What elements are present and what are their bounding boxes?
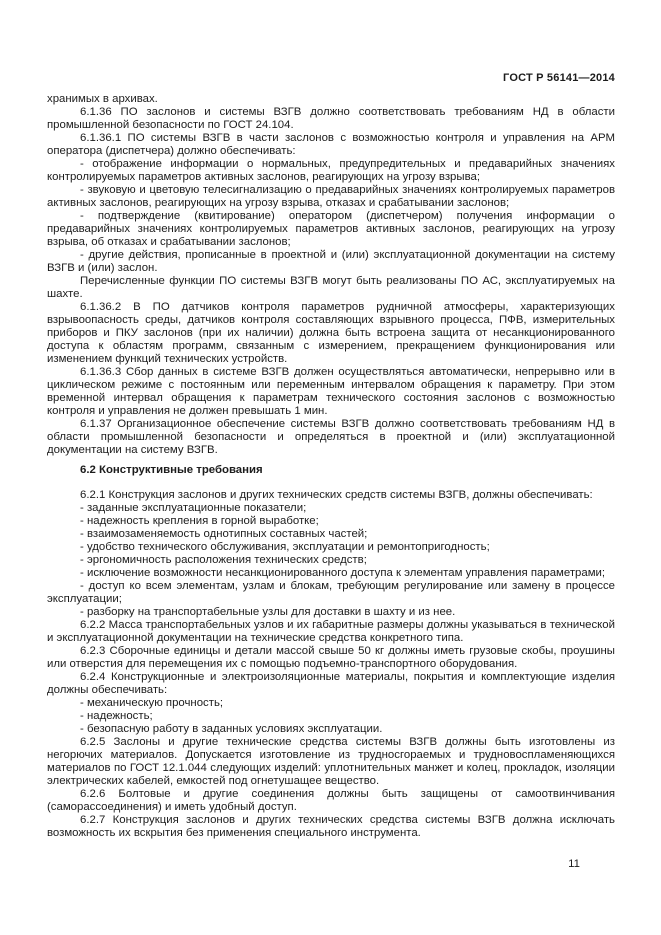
paragraph: 6.2.6 Болтовые и другие соединения должны быть защищены от самоотвинчивания (саморассоединения) и иметь удобный доступ.	[47, 788, 615, 813]
paragraph: 6.2.1 Конструкция заслонов и других технических средств системы ВЗГВ, должны обеспечивать:	[80, 489, 593, 501]
list-item: - разборку на транспортабельные узлы для доставки в шахту и из нее.	[80, 606, 456, 618]
list-item: - надежность крепления в горной выработке;	[80, 515, 319, 527]
paragraph: 6.2.2 Масса транспортабельных узлов и их габаритные размеры должны указываться в технической и эксплуатационной документации на технические средства конкретного типа.	[47, 619, 615, 644]
list-item: - доступ ко всем элементам, узлам и блокам, требующим регулирование или замену в процессе эксплуатации;	[47, 580, 615, 605]
paragraph: 6.2.4 Конструкционные и электроизоляционные материалы, покрытия и комплектующие изделия должны обеспечивать:	[47, 671, 615, 696]
list-item: - взаимозаменяемость однотипных составных частей;	[80, 528, 368, 540]
page-number: 11	[568, 858, 580, 870]
paragraph: 6.1.36.2 В ПО датчиков контроля параметров рудничной атмосферы, характеризующих взрывоопасность среды, датчиков контроля составляющих взрывного процесса, ПФВ, измерительных приборов и ПКУ заслонов (при их наличии) должна быть встроена защита от несанкционированного доступа к областям программ, связанным с измерением, прекращением функционирования или изменением функций технических устройств.	[47, 301, 615, 365]
list-item: - механическую прочность;	[80, 697, 224, 709]
content-column	[47, 72, 615, 840]
list-item: - подтверждение (квитирование) оператором (диспетчером) получения информации о предаварийных значениях контролируемых параметров активных заслонов, реагирующих на угрозу взрыва, об отказах и срабатывании заслонов;	[47, 210, 615, 248]
list-item: - звуковую и цветовую телесигнализацию о предаварийных значениях контролируемых параметров активных заслонов, реагирующих на угрозу взрыва, отказах и срабатывании заслонов;	[47, 184, 615, 209]
document-standard-number: ГОСТ Р 56141—2014	[503, 72, 615, 84]
paragraph: 6.1.36 ПО заслонов и системы ВЗГВ должно соответствовать требованиям НД в области промышленной безопасности по ГОСТ 24.104.	[47, 106, 615, 131]
paragraph: хранимых в архивах.	[47, 93, 158, 105]
list-item: - другие действия, прописанные в проектной и (или) эксплуатационной документации на систему ВЗГВ и (или) заслон.	[47, 249, 615, 274]
list-item: - отображение информации о нормальных, предупредительных и предаварийных значениях контролируемых параметров активных заслонов, реагирующих на угрозу взрыва;	[47, 158, 615, 183]
paragraph: 6.2.5 Заслоны и другие технические средства системы ВЗГВ должны быть изготовлены из негорючих материалов. Допускается изготовление из трудносгораемых и трудновоспламеняющихся материалов по ГОСТ 12.1.044 следующих изделий: уплотнительных манжет и колец, прокладок, изоляции электрических кабелей, емкостей под огнетушащее вещество.	[47, 736, 615, 787]
list-item: - исключение возможности несанкционированного доступа к элементам управления параметрами;	[80, 567, 606, 579]
list-item: - удобство технического обслуживания, эксплуатации и ремонтопригодность;	[80, 541, 490, 553]
paragraph: 6.1.36.3 Сбор данных в системе ВЗГВ должен осуществляться автоматически, непрерывно или в циклическом режиме с постоянным или переменным интервалом обращения к параметру. При этом временной интервал обращения к параметрам технического состояния заслонов с возможностью контроля и управления не должен превышать 1 мин.	[47, 366, 615, 417]
paragraph: 6.1.37 Организационное обеспечение системы ВЗГВ должно соответствовать требованиям НД в области промышленной безопасности и определяться в проектной и (или) эксплуатационной документации на систему ВЗГВ.	[47, 418, 615, 456]
list-item: - заданные эксплуатационные показатели;	[80, 502, 307, 514]
list-item: - безопасную работу в заданных условиях эксплуатации.	[80, 723, 383, 735]
paragraph: 6.2.3 Сборочные единицы и детали массой свыше 50 кг должны иметь грузовые скобы, проушины или отверстия для перемещения их с помощью подъемно-транспортного оборудования.	[47, 645, 615, 670]
section-heading: 6.2 Конструктивные требования	[80, 464, 263, 476]
list-item: - эргономичность расположения технических средств;	[80, 554, 367, 566]
list-item: - надежность;	[80, 710, 153, 722]
paragraph: Перечисленные функции ПО системы ВЗГВ могут быть реализованы ПО АС, эксплуатируемых на шахте.	[47, 275, 615, 300]
paragraph: 6.1.36.1 ПО системы ВЗГВ в части заслонов с возможностью контроля и управления на АРМ оператора (диспетчера) должно обеспечивать:	[47, 132, 615, 157]
paragraph: 6.2.7 Конструкция заслонов и других технических средства системы ВЗГВ должна исключать возможность их вскрытия без применения специального инструмента.	[47, 814, 615, 839]
